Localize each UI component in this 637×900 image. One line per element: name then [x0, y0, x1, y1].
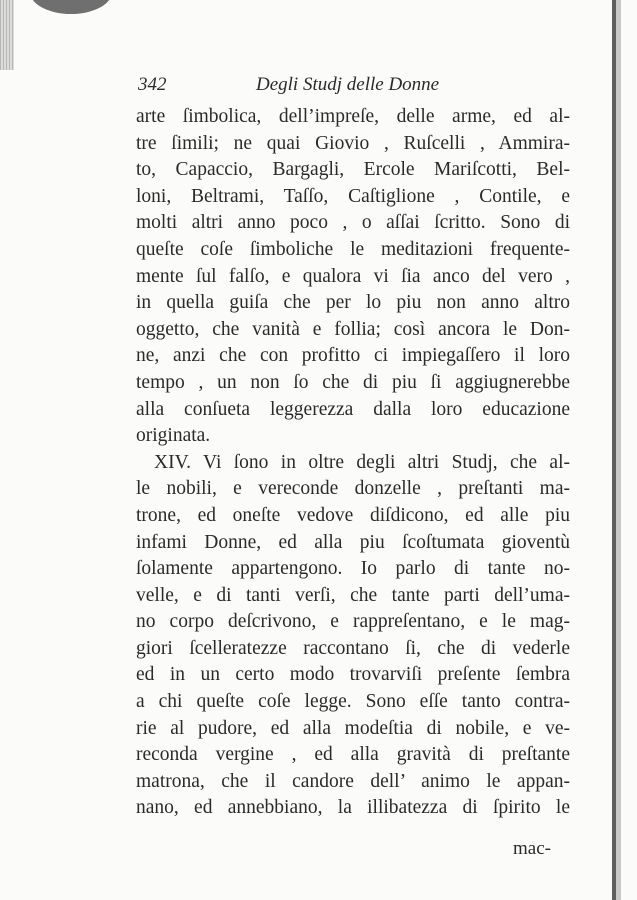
text-line: tre ſimili; ne quai Giovio , Ruſcelli , Ammira- — [136, 132, 570, 154]
text-line: le nobili, e vereconde donzelle , preſtanti ma- — [136, 478, 570, 500]
running-title: Degli Studj delle Donne — [256, 74, 440, 95]
text-line: loni, Beltrami, Taſſo, Caſtiglione , Contile, e — [136, 185, 570, 207]
text-line: nano, ed annebbiano, la illibatezza di ſpirito le — [136, 797, 570, 819]
text-line: rie al pudore, ed alla modeſtia di nobile, e ve- — [136, 717, 570, 739]
page-edge-shadow — [0, 0, 14, 70]
text-line: originata. — [136, 425, 211, 447]
text-line: trone, ed oneſte vedove diſdicono, ed alle piu — [136, 504, 570, 526]
text-line: mente ſul falſo, e qualora vi ſia anco del vero , — [136, 265, 570, 287]
ink-stain — [30, 0, 112, 14]
text-line: no corpo deſcrivono, e rappreſentano, e le mag- — [136, 611, 570, 633]
text-line: in quella guiſa che per lo piu non anno altro — [136, 292, 570, 314]
text-line: matrona, che il candore dell’ animo le appan- — [136, 770, 570, 792]
text-line: giori ſcelleratezze raccontano ſi, che di vederle — [136, 637, 570, 659]
text-line: tempo , un non ſo che di piu ſi aggiugnerebbe — [136, 371, 570, 393]
text-line: to, Capaccio, Bargagli, Ercole Mariſcotti, Bel- — [136, 159, 570, 181]
text-line: ne, anzi che con profitto ci impiegaſſero il loro — [136, 345, 570, 367]
catchword: mac- — [513, 838, 551, 859]
page-number: 342 — [138, 74, 167, 95]
text-line: reconda vergine , ed alla gravità di preſtante — [136, 744, 570, 766]
text-line: infami Donne, ed alla piu ſcoſtumata gioventù — [136, 531, 570, 553]
text-line: oggetto, che vanità e follia; così ancora le Don- — [136, 318, 570, 340]
body-text — [136, 104, 570, 822]
section-start-line: XIV. Vi ſono in oltre degli altri Studj, che al- — [154, 451, 570, 473]
text-line: ed in un certo modo trovarviſi preſente ſembra — [136, 664, 570, 686]
text-line: alla conſueta leggerezza dalla loro educazione — [136, 398, 570, 420]
text-line: arte ſimbolica, dell’impreſe, delle arme, ed al- — [136, 106, 570, 127]
text-line: velle, e di tanti verſi, che tante parti dell’uma- — [136, 584, 570, 606]
text-line: ſolamente appartengono. Io parlo di tante no- — [136, 558, 570, 580]
book-gutter-shade — [616, 0, 621, 900]
running-head — [138, 74, 578, 100]
text-line: molti altri anno poco , o aſſai ſcritto. Sono di — [136, 212, 570, 234]
text-line: queſte coſe ſimboliche le meditazioni frequente- — [136, 238, 570, 260]
text-line: a chi queſte coſe legge. Sono eſſe tanto contra- — [136, 691, 570, 713]
